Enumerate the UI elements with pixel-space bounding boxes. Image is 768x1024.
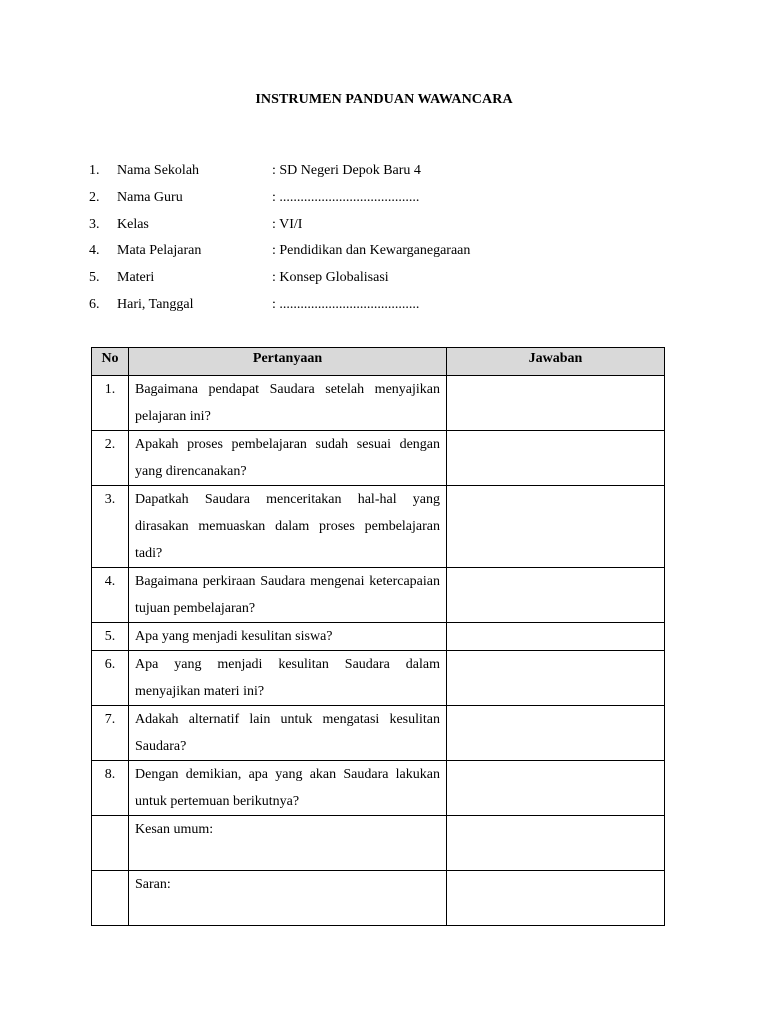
table-row	[92, 623, 665, 651]
info-number: 4.	[89, 243, 100, 259]
info-row-class	[89, 212, 470, 239]
info-value: : SD Negeri Depok Baru 4	[272, 163, 421, 178]
info-label: Nama Sekolah	[117, 163, 200, 178]
header-no: No	[92, 348, 129, 376]
info-number: 5.	[89, 270, 100, 286]
question-cell: Apakah proses pembelajaran sudah sesuai dengan yang direncanakan?	[129, 431, 447, 486]
question-cell: Apa yang menjadi kesulitan Saudara dalam menyajikan materi ini?	[129, 651, 447, 706]
impression-cell: Kesan umum:	[129, 816, 447, 871]
info-row-material	[89, 265, 470, 292]
info-value: : ........................................	[272, 296, 420, 312]
answer-cell[interactable]	[447, 376, 665, 431]
info-number: 2.	[89, 189, 100, 205]
table-header-row	[92, 348, 665, 376]
info-row-date	[89, 292, 470, 319]
table-row	[92, 486, 665, 568]
answer-cell[interactable]	[447, 761, 665, 816]
table-row	[92, 376, 665, 431]
row-number: 8.	[92, 761, 129, 816]
answer-cell[interactable]	[447, 623, 665, 651]
row-number	[92, 816, 129, 871]
answer-cell[interactable]	[447, 871, 665, 926]
row-number: 7.	[92, 706, 129, 761]
interview-table	[91, 347, 665, 926]
document-title: INSTRUMEN PANDUAN WAWANCARA	[255, 92, 513, 107]
row-number: 4.	[92, 568, 129, 623]
table-row	[92, 651, 665, 706]
row-number: 2.	[92, 431, 129, 486]
suggestion-cell: Saran:	[129, 871, 447, 926]
answer-cell[interactable]	[447, 706, 665, 761]
question-cell: Dapatkah Saudara menceritakan hal-hal yang dirasakan memuaskan dalam proses pembelajaran tadi?	[129, 486, 447, 568]
info-number: 1.	[89, 163, 100, 178]
row-number: 5.	[92, 623, 129, 651]
table-row	[92, 871, 665, 926]
question-cell: Apa yang menjadi kesulitan siswa?	[129, 623, 447, 651]
answer-cell[interactable]	[447, 651, 665, 706]
table-row	[92, 431, 665, 486]
answer-cell[interactable]	[447, 816, 665, 871]
info-label: Materi	[117, 270, 155, 286]
row-number: 6.	[92, 651, 129, 706]
info-row-teacher	[89, 185, 470, 212]
info-row-school	[89, 158, 470, 185]
info-value: : VI/I	[272, 216, 303, 232]
answer-cell[interactable]	[447, 431, 665, 486]
info-value: : Konsep Globalisasi	[272, 270, 389, 286]
question-cell: Bagaimana perkiraan Saudara mengenai ketercapaian tujuan pembelajaran?	[129, 568, 447, 623]
question-cell: Dengan demikian, apa yang akan Saudara lakukan untuk pertemuan berikutnya?	[129, 761, 447, 816]
row-number: 3.	[92, 486, 129, 568]
info-value: : ........................................	[272, 189, 420, 205]
table-row	[92, 761, 665, 816]
question-cell: Bagaimana pendapat Saudara setelah menyajikan pelajaran ini?	[129, 376, 447, 431]
info-row-subject	[89, 238, 470, 265]
header-question: Pertanyaan	[129, 348, 447, 376]
info-label: Hari, Tanggal	[117, 296, 194, 312]
answer-cell[interactable]	[447, 486, 665, 568]
info-value: : Pendidikan dan Kewarganegaraan	[272, 243, 471, 259]
header-answer: Jawaban	[447, 348, 665, 376]
identity-list	[89, 158, 470, 319]
info-number: 6.	[89, 296, 100, 312]
info-label: Mata Pelajaran	[117, 243, 202, 259]
table-row	[92, 568, 665, 623]
row-number: 1.	[92, 376, 129, 431]
info-label: Nama Guru	[117, 189, 183, 205]
info-label: Kelas	[117, 216, 149, 232]
table-row	[92, 706, 665, 761]
table-row	[92, 816, 665, 871]
info-number: 3.	[89, 216, 100, 232]
question-cell: Adakah alternatif lain untuk mengatasi kesulitan Saudara?	[129, 706, 447, 761]
row-number	[92, 871, 129, 926]
answer-cell[interactable]	[447, 568, 665, 623]
